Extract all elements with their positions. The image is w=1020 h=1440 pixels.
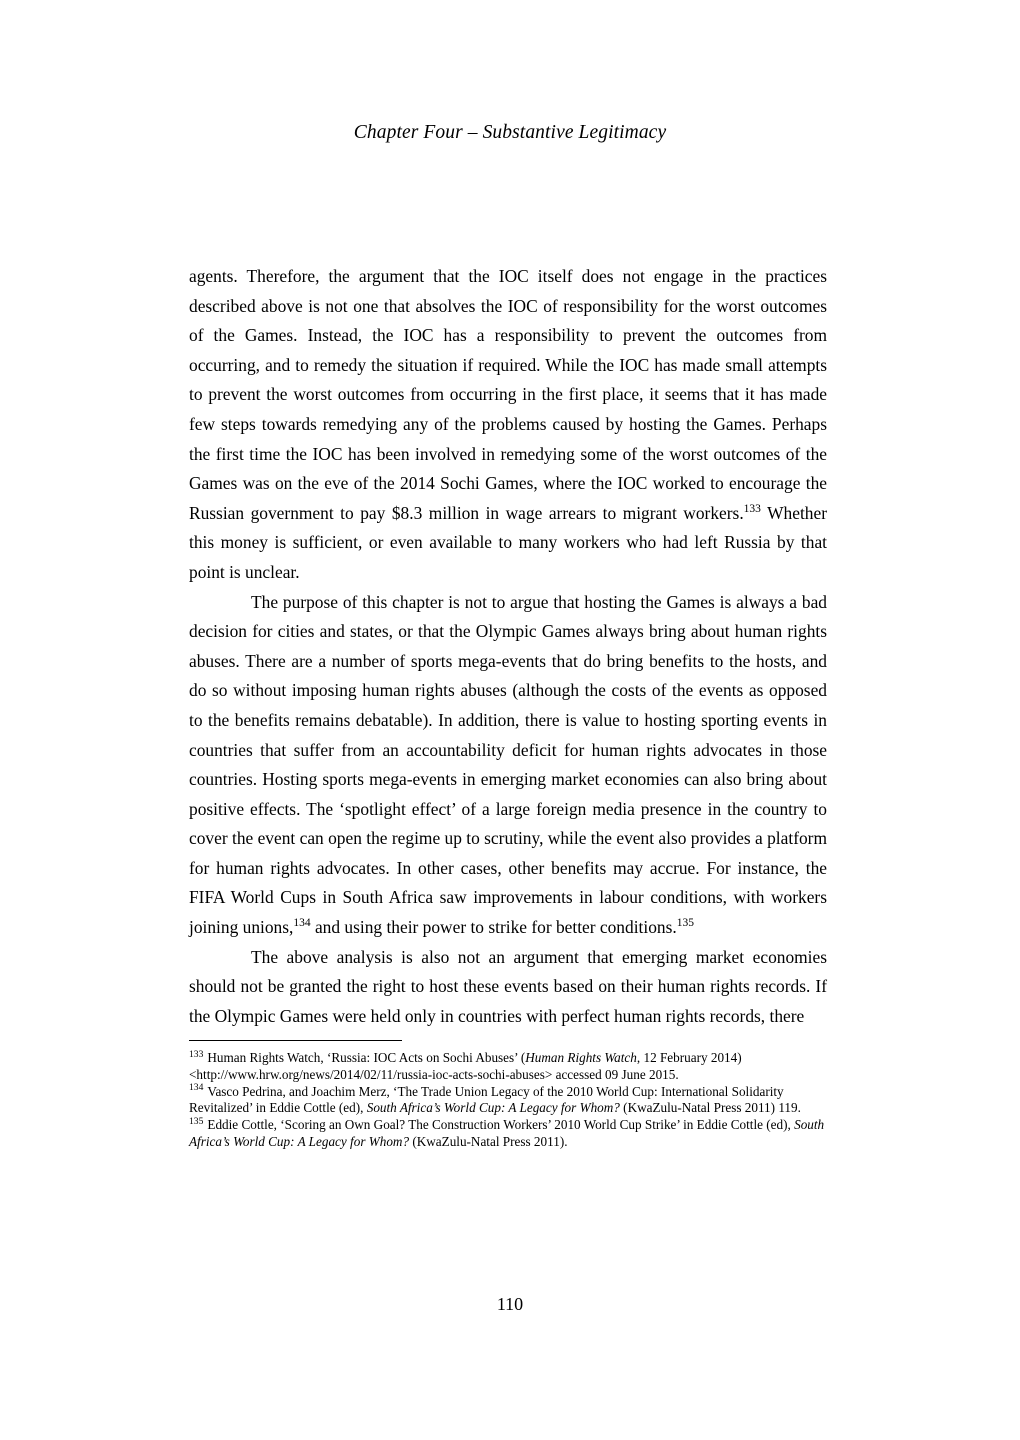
italic-text: Human Rights Watch — [525, 1050, 637, 1065]
footnote-entry: $^{135}$ Eddie Cottle, ‘Scoring an Own Goal? The Construction Workers’ 2010 World Cup Strike’ in Eddie Cottle (ed), South Africa’s World Cup: A Legacy for Whom? (KwaZulu-Natal Press 2011). — [189, 1115, 825, 1149]
page-number: 110 — [496, 1294, 524, 1314]
footnote-reference: 134 — [293, 917, 311, 930]
body-text-column — [189, 262, 827, 1031]
footnote-marker: 133 — [189, 1048, 204, 1060]
footnote-area — [189, 1040, 827, 1151]
footnote-marker: 135 — [189, 1115, 204, 1127]
running-head: Chapter Four – Substantive Legitimacy — [353, 122, 667, 143]
paragraph: The above analysis is also not an argument that emerging market economies should not be granted the right to host these events based on their human rights records. If the Olympic Games were held only in countries with perfect human rights records, there — [189, 946, 827, 1026]
italic-text: South Africa’s World Cup: A Legacy for Whom? — [189, 1117, 825, 1149]
footnote-marker: 134 — [189, 1082, 204, 1094]
footnote-entry: $^{133}$ Human Rights Watch, ‘Russia: IOC Acts on Sochi Abuses’ (Human Rights Watch, 12 February 2014) <http://www.hrw.org/news/2014/02/11/russia-ioc-acts-sochi-abuses> accessed 09 June 2015. — [189, 1048, 742, 1082]
footnote-reference: 133 — [743, 502, 761, 515]
italic-text: South Africa’s World Cup: A Legacy for Whom? — [366, 1100, 620, 1116]
paragraph: The purpose of this chapter is not to argue that hosting the Games is always a bad decision for cities and states, or that the Olympic Games always bring about human rights abuses. There are a number of sports mega-events that do bring benefits to the hosts, and do so without imposing human rights abuses (although the costs of the events as opposed to the benefits remains debatable). In addition, there is value to hosting sporting events in countries that suffer from an accountability deficit for human rights advocates in those countries. Hosting sports mega-events in emerging market economies can also bring about positive effects. The ‘spotlight effect’ of a large foreign media presence in the country to cover the event can open the regime up to scrutiny, while the event also provides a platform for human rights advocates. In other cases, other benefits may accrue. For instance, the FIFA World Cups in South Africa saw improvements in labour conditions, with workers joining unions,$^{134}$ and using their power to strike for better conditions.$^{135}$ — [189, 591, 827, 938]
footnote-list — [189, 1050, 827, 1151]
footnote-reference: 135 — [676, 917, 694, 930]
footnote-entry: $^{134}$ Vasco Pedrina, and Joachim Merz, ‘The Trade Union Legacy of the 2010 World Cup: International Solidarity Revitalized’ in Eddie Cottle (ed), South Africa’s World Cup: A Legacy for Whom? (KwaZulu-Natal Press 2011) 119. — [189, 1082, 801, 1116]
paragraph: agents. Therefore, the argument that the IOC itself does not engage in the practices described above is not one that absolves the IOC of responsibility for the worst outcomes of the Games. Instead, the IOC has a responsibility to prevent the outcomes from occurring, and to remedy the situation if required. While the IOC has made small attempts to prevent the worst outcomes from occurring in the first place, it seems that it has made few steps towards remedying any of the problems caused by hosting the Games. Perhaps the first time the IOC has been involved in remedying some of the worst outcomes of the Games was on the eve of the 2014 Sochi Games, where the IOC worked to encourage the Russian government to pay $8.3 million in wage arrears to migrant workers.$^{133}$ Whether this money is sufficient, or even available to many workers who had left Russia by that point is unclear. — [189, 266, 827, 582]
footnote-separator-rule — [189, 1040, 402, 1041]
